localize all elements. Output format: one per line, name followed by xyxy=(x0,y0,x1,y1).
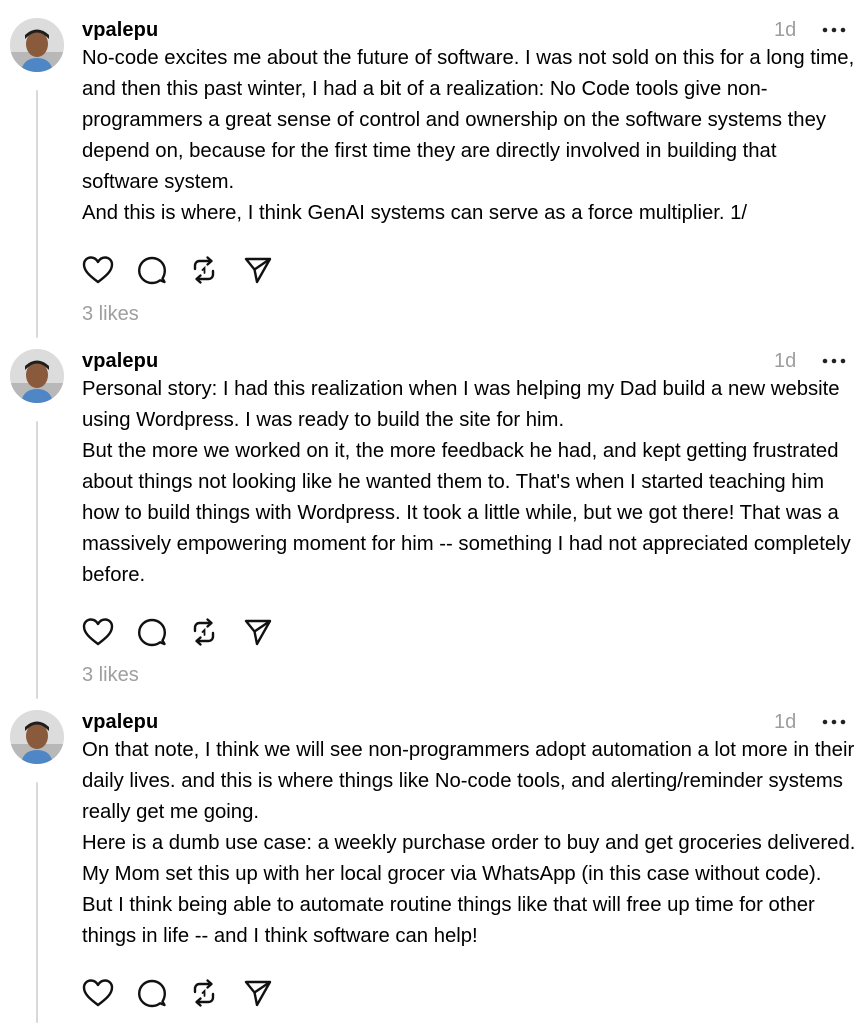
heart-icon[interactable] xyxy=(82,617,114,647)
thread-line xyxy=(36,782,38,1023)
more-icon[interactable] xyxy=(820,354,848,368)
timestamp: 1d xyxy=(774,19,797,41)
thread-line xyxy=(36,421,38,699)
post-text: Personal story: I had this realization when I was helping my Dad build a new website using Wordpress. I was ready to build the site for him. But the more we worked on it, the more feedback he had, and kept getting frustrated about things not looking like he wanted them to. That's when I started teaching him how to build things with Wordpress. It took a little while, but we got there! That was a massively empowering moment for him -- something I had not appreciated completely before. xyxy=(82,378,851,586)
thread-post xyxy=(0,710,866,1023)
share-icon[interactable] xyxy=(242,255,274,285)
post-text: No-code excites me about the future of software. I was not sold on this for a long time, and then this past winter, I had a bit of a realization: No Code tools give non-programmers a great sense of control and ownership on the software systems they depend on, because for the first time they are directly involved in building that software system. And this is where, I think GenAI systems can serve as a force multiplier. 1/ xyxy=(82,47,855,224)
likes-count[interactable]: 3 likes xyxy=(82,303,139,325)
comment-icon[interactable] xyxy=(136,978,168,1008)
comment-icon[interactable] xyxy=(136,617,168,647)
comment-icon[interactable] xyxy=(136,255,168,285)
avatar[interactable] xyxy=(10,710,64,764)
repost-icon[interactable] xyxy=(188,617,220,647)
thread-post xyxy=(0,349,866,699)
share-icon[interactable] xyxy=(242,978,274,1008)
post-actions xyxy=(82,255,302,285)
timestamp: 1d xyxy=(774,350,797,372)
post-text: On that note, I think we will see non-programmers adopt automation a lot more in their daily lives. and this is where things like No-code tools, and alerting/reminder systems really get me going. Here is a dumb use case: a weekly purchase order to buy and get groceries delivered. My Mom set this up with her local grocer via WhatsApp (in this case without code). But I think being able to automate routine things like that will free up time for other things in life -- and I think software can help! xyxy=(82,739,856,947)
heart-icon[interactable] xyxy=(82,255,114,285)
repost-icon[interactable] xyxy=(188,255,220,285)
post-actions xyxy=(82,978,302,1008)
share-icon[interactable] xyxy=(242,617,274,647)
username[interactable]: vpalepu xyxy=(82,350,159,372)
avatar[interactable] xyxy=(10,18,64,72)
username[interactable]: vpalepu xyxy=(82,711,159,733)
repost-icon[interactable] xyxy=(188,978,220,1008)
heart-icon[interactable] xyxy=(82,978,114,1008)
username[interactable]: vpalepu xyxy=(82,19,159,41)
more-icon[interactable] xyxy=(820,715,848,729)
thread-line xyxy=(36,90,38,338)
thread-post xyxy=(0,18,866,348)
timestamp: 1d xyxy=(774,711,797,733)
likes-count[interactable]: 3 likes xyxy=(82,664,139,686)
post-actions xyxy=(82,617,302,647)
more-icon[interactable] xyxy=(820,23,848,37)
avatar[interactable] xyxy=(10,349,64,403)
